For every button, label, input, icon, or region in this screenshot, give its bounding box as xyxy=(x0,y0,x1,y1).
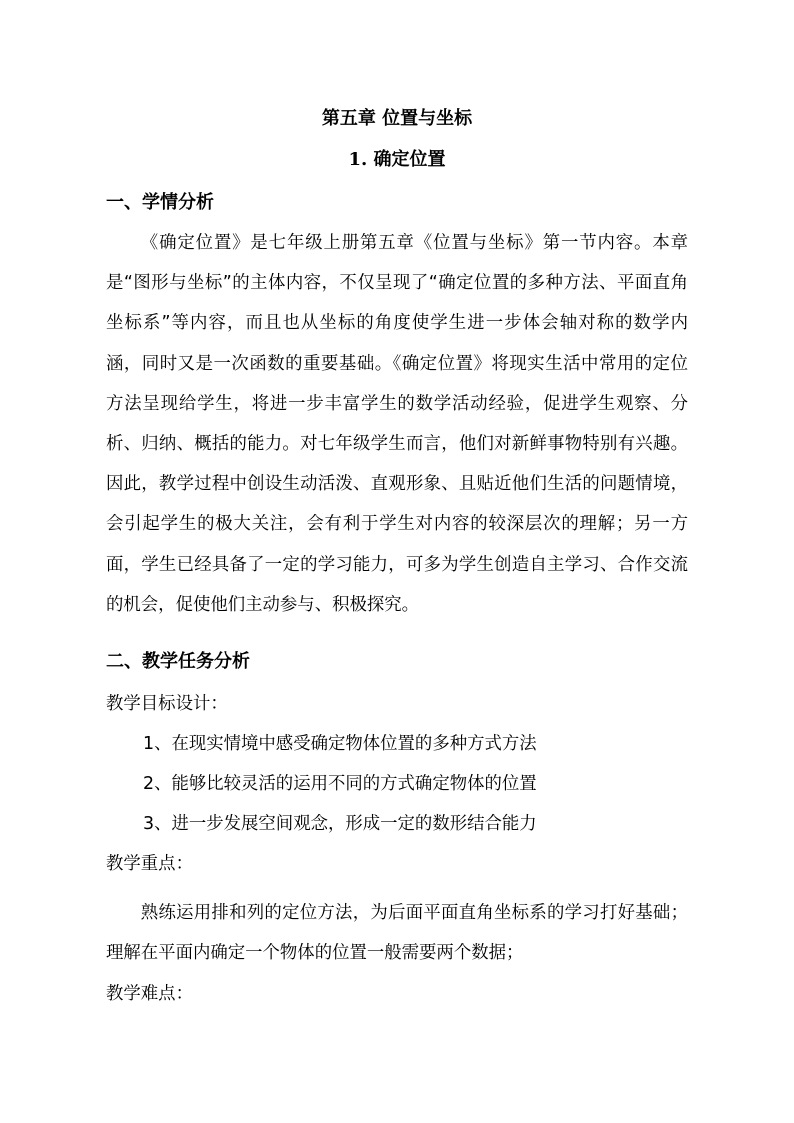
chapter-title: 第五章 位置与坐标 xyxy=(321,108,473,129)
goal-item: 2、能够比较灵活的运用不同的方式确定物体的位置 xyxy=(143,774,537,794)
key-points-paragraph: 熟练运用排和列的定位方法，为后面平面直角坐标系的学习打好基础；理解在平面内确定一个物体的位置一般需要两个数据； xyxy=(106,903,688,964)
goal-item: 3、进一步发展空间观念，形成一定的数形结合能力 xyxy=(143,814,537,834)
difficulties-label: 教学难点： xyxy=(106,984,193,1004)
learning-analysis-paragraph: 《确定位置》是七年级上册第五章《位置与坐标》第一节内容。本章是“图形与坐标”的主体内容，不仅呈现了“确定位置的多种方法、平面直角坐标系”等内容，而且也从坐标的角度使学生进一步体会轴对称的数学内涵，同时又是一次函数的重要基础。《确定位置》将现实生活中常用的定位方法呈现给学生，将进一步丰富学生的数学活动经验，促进学生观察、分析、归纳、概括的能力。对七年级学生而言，他们对新鲜事物特别有兴趣。因此，教学过程中创设生动活泼、直观形象、且贴近他们生活的问题情境，会引起学生的极大关注，会有利于学生对内容的较深层次的理解；另一方面，学生已经具备了一定的学习能力，可多为学生创造自主学习、合作交流的机会，促使他们主动参与、积极探究。 xyxy=(106,233,688,615)
key-points-label: 教学重点： xyxy=(106,854,193,874)
lesson-title: 1. 确定位置 xyxy=(348,149,446,170)
goals-label: 教学目标设计： xyxy=(106,694,228,714)
section-heading-learning-analysis: 一、学情分析 xyxy=(106,192,214,213)
goal-item: 1、在现实情境中感受确定物体位置的多种方式方法 xyxy=(143,734,537,754)
section-heading-task-analysis: 二、教学任务分析 xyxy=(106,651,250,672)
